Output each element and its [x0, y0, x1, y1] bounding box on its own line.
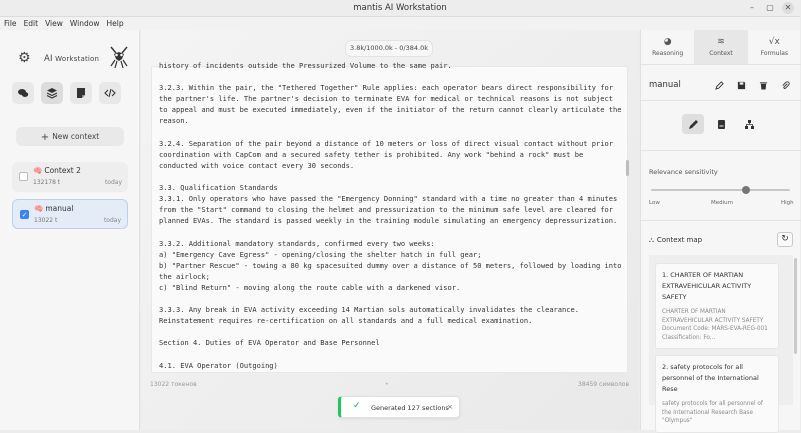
document-line: 3.3.1. Only operators who have passed the "Emergency Donning" standard with a time no greater than 4 minutes: [159, 194, 618, 204]
code-tool-button[interactable]: [99, 82, 121, 104]
pencil-icon: [688, 119, 699, 130]
save-button[interactable]: [735, 80, 748, 91]
footer-separator: •: [385, 381, 389, 388]
gear-icon[interactable]: ⚙: [18, 50, 31, 66]
window-title: mantis AI Workstation: [353, 3, 447, 13]
context-date: today: [104, 179, 122, 186]
document-line: 3.3. Qualification Standards: [159, 183, 278, 193]
tree-mode-button[interactable]: [738, 114, 760, 134]
document-icon: [716, 119, 727, 130]
menu-file[interactable]: File: [4, 19, 17, 28]
context-map-header: ⛬ Context map: [649, 236, 703, 244]
document-line: to appeal and must be executed immediately, even if the initiator of the return cannot clearly articulate the: [159, 105, 622, 115]
document-line: planned EVAs. The standard is passed weekly in the training module simulating an emergency depressurization.: [159, 216, 618, 226]
sqrt-icon: √x: [768, 37, 780, 47]
relevance-slider[interactable]: [651, 189, 790, 191]
document-line: conducted with voice contact every 30 seconds.: [159, 160, 355, 170]
delete-button[interactable]: [757, 80, 770, 91]
context-item-selected[interactable]: [12, 199, 128, 229]
context-actions: [713, 80, 792, 91]
tool-row: [12, 82, 121, 104]
check-icon: ✓: [353, 401, 361, 411]
notes-tool-button[interactable]: [70, 82, 92, 104]
panel-divider: [641, 100, 801, 101]
document-line: a) "Emergency Cave Egress" - opening/closing the shelter hatch in full gear;: [159, 249, 482, 259]
attach-button[interactable]: [779, 80, 792, 91]
document-editor[interactable]: [151, 61, 628, 373]
note-icon: [75, 87, 87, 99]
editor-scrollbar[interactable]: [626, 160, 629, 176]
layers-icon: ≋: [717, 37, 725, 47]
context-date: today: [103, 217, 121, 224]
relevance-slider-knob[interactable]: [742, 186, 750, 194]
title-bar: [0, 0, 800, 17]
hierarchy-icon: [744, 119, 755, 130]
document-line: 3.3.3. Any break in EVA activity exceeding 14 Martian sols automatically invalidates the clearance.: [159, 305, 580, 315]
trash-icon: [759, 81, 768, 90]
char-count-footer: 38459 символов: [578, 381, 629, 388]
document-line: [159, 293, 619, 304]
edit-icon: [715, 81, 724, 90]
context-title: manual: [649, 80, 681, 90]
token-count-footer: 13022 токенов: [150, 381, 197, 388]
sidebar: [0, 30, 140, 430]
slider-high-label: High: [781, 200, 794, 206]
plus-icon: +: [40, 132, 50, 143]
panel-divider: [641, 150, 801, 151]
hierarchy-icon: ⛬: [649, 236, 654, 244]
document-line: [159, 71, 619, 82]
edit-button[interactable]: [713, 80, 726, 91]
context-item[interactable]: [12, 162, 128, 192]
save-icon: [737, 81, 746, 90]
brand-name: AI Workstation: [44, 54, 100, 64]
layers-icon: [46, 87, 58, 99]
refresh-button[interactable]: [777, 232, 793, 247]
document-line: [159, 348, 619, 359]
slider-low-label: Low: [649, 200, 660, 206]
code-icon: [104, 87, 116, 99]
window-controls: [746, 2, 794, 14]
brain-icon: 🧠: [34, 204, 44, 213]
tab-formulas[interactable]: √x Formulas: [748, 30, 801, 64]
menu-help[interactable]: Help: [106, 19, 124, 28]
brand: [12, 44, 132, 74]
context-name: Context 2: [44, 166, 81, 175]
card-title: 2. safety protocols for all personnel of the International Rese: [662, 363, 759, 393]
right-panel: [640, 30, 800, 430]
context-map-scrollbar[interactable]: [794, 258, 797, 354]
document-line: the partner's life. The partner's decision to terminate EVA for medical or technical reasons is not subject: [159, 94, 613, 104]
document-line: [159, 127, 619, 138]
document-line: 3.2.3. Within the pair, the "Tethered Together" Rule applies: each operator bears direct responsibility for: [159, 83, 613, 93]
relevance-label: Relevance sensitivity: [649, 168, 718, 176]
chat-tool-button[interactable]: [12, 82, 34, 104]
document-line: 3.3.2. Additional mandatory standards, confirmed every two weeks:: [159, 238, 435, 248]
paperclip-icon: [781, 81, 790, 90]
chat-icon: [17, 87, 29, 99]
card-excerpt: safety protocols for all personnel of the International Research Base "Olympus": [662, 401, 763, 424]
document-line: c) "Blind Return" - moving along the route cable with a darkened visor.: [159, 282, 461, 292]
slider-medium-label: Medium: [711, 200, 733, 206]
toast-close-button[interactable]: ×: [447, 403, 453, 411]
context-map-card[interactable]: [655, 355, 779, 433]
mantis-logo-icon: [106, 44, 132, 70]
document-line: 3.2.4. Separation of the pair beyond a distance of 10 meters or loss of direct visual contact without prior: [159, 138, 613, 148]
menu-edit[interactable]: Edit: [23, 19, 39, 28]
card-title: 1. CHARTER OF MARTIAN EXTRAVEHICULAR ACTIVITY SAFETY: [662, 271, 752, 301]
minimize-button[interactable]: –: [750, 3, 754, 12]
token-counter: 3.8k/1000.0k - 0/384.0k: [345, 40, 433, 57]
brain-icon: 🧠: [33, 166, 43, 175]
layers-tool-button[interactable]: [41, 82, 63, 104]
context-size: 132178 t: [33, 179, 61, 186]
document-mode-button[interactable]: [710, 114, 732, 134]
document-line: [159, 226, 619, 237]
context-checkbox-checked[interactable]: ✓: [21, 211, 28, 219]
document-line: coordination with CapCom and a secured safety tether is prohibited. Any work "behind a rock" must be: [159, 149, 584, 159]
right-tabs: [641, 30, 801, 65]
maximize-button[interactable]: ▢: [766, 3, 774, 12]
context-name: manual: [45, 204, 74, 213]
document-text[interactable]: [159, 60, 622, 371]
edit-mode-button[interactable]: [682, 114, 704, 134]
document-line: from the "Start" command to closing the helmet and pressurization to the minimum safe level are cleared for: [159, 205, 613, 215]
success-toast: [338, 396, 460, 418]
panel-divider: [641, 220, 801, 221]
document-line: 4.1. EVA Operator (Outgoing): [159, 360, 278, 370]
document-line: reason.: [159, 116, 189, 126]
card-excerpt: CHARTER OF MARTIAN EXTRAVEHICULAR ACTIVITY SAFETY Document Code: MARS-EVA-REG-001 Classification: Fo...: [662, 309, 768, 341]
document-line: the airlock;: [159, 271, 210, 281]
context-size: 13022 t: [34, 217, 58, 224]
context-checkbox[interactable]: [19, 172, 28, 181]
document-line: [159, 171, 619, 182]
close-window-button[interactable]: ✕: [782, 2, 794, 14]
document-line: [159, 326, 619, 337]
mode-row: [682, 114, 760, 134]
document-line: Reinstatement requires re-certification on all standards and a full medical examination.: [159, 316, 533, 326]
refresh-icon: ↻: [781, 234, 789, 244]
toast-message: Generated 127 sections: [371, 404, 449, 412]
document-line: b) "Partner Rescue" - towing a 80 kg spacesuited dummy over a distance of 50 meters, followed by loading into: [159, 260, 622, 270]
new-context-button[interactable]: + New context: [16, 127, 124, 146]
document-line: Section 4. Duties of EVA Operator and Base Personnel: [159, 338, 380, 348]
brain-icon: ◕: [663, 37, 672, 47]
menu-bar: [0, 17, 800, 30]
context-map-card[interactable]: [655, 263, 779, 349]
editor-area: [141, 30, 639, 430]
menu-view[interactable]: View: [45, 19, 63, 28]
document-line: history of incidents outside the Pressurized Volume to the same pair.: [159, 61, 452, 70]
tab-reasoning[interactable]: ◕ Reasoning: [641, 30, 694, 64]
context-map-list: [649, 255, 793, 424]
menu-window[interactable]: Window: [69, 19, 100, 28]
tab-context[interactable]: ≋ Context: [694, 30, 747, 64]
